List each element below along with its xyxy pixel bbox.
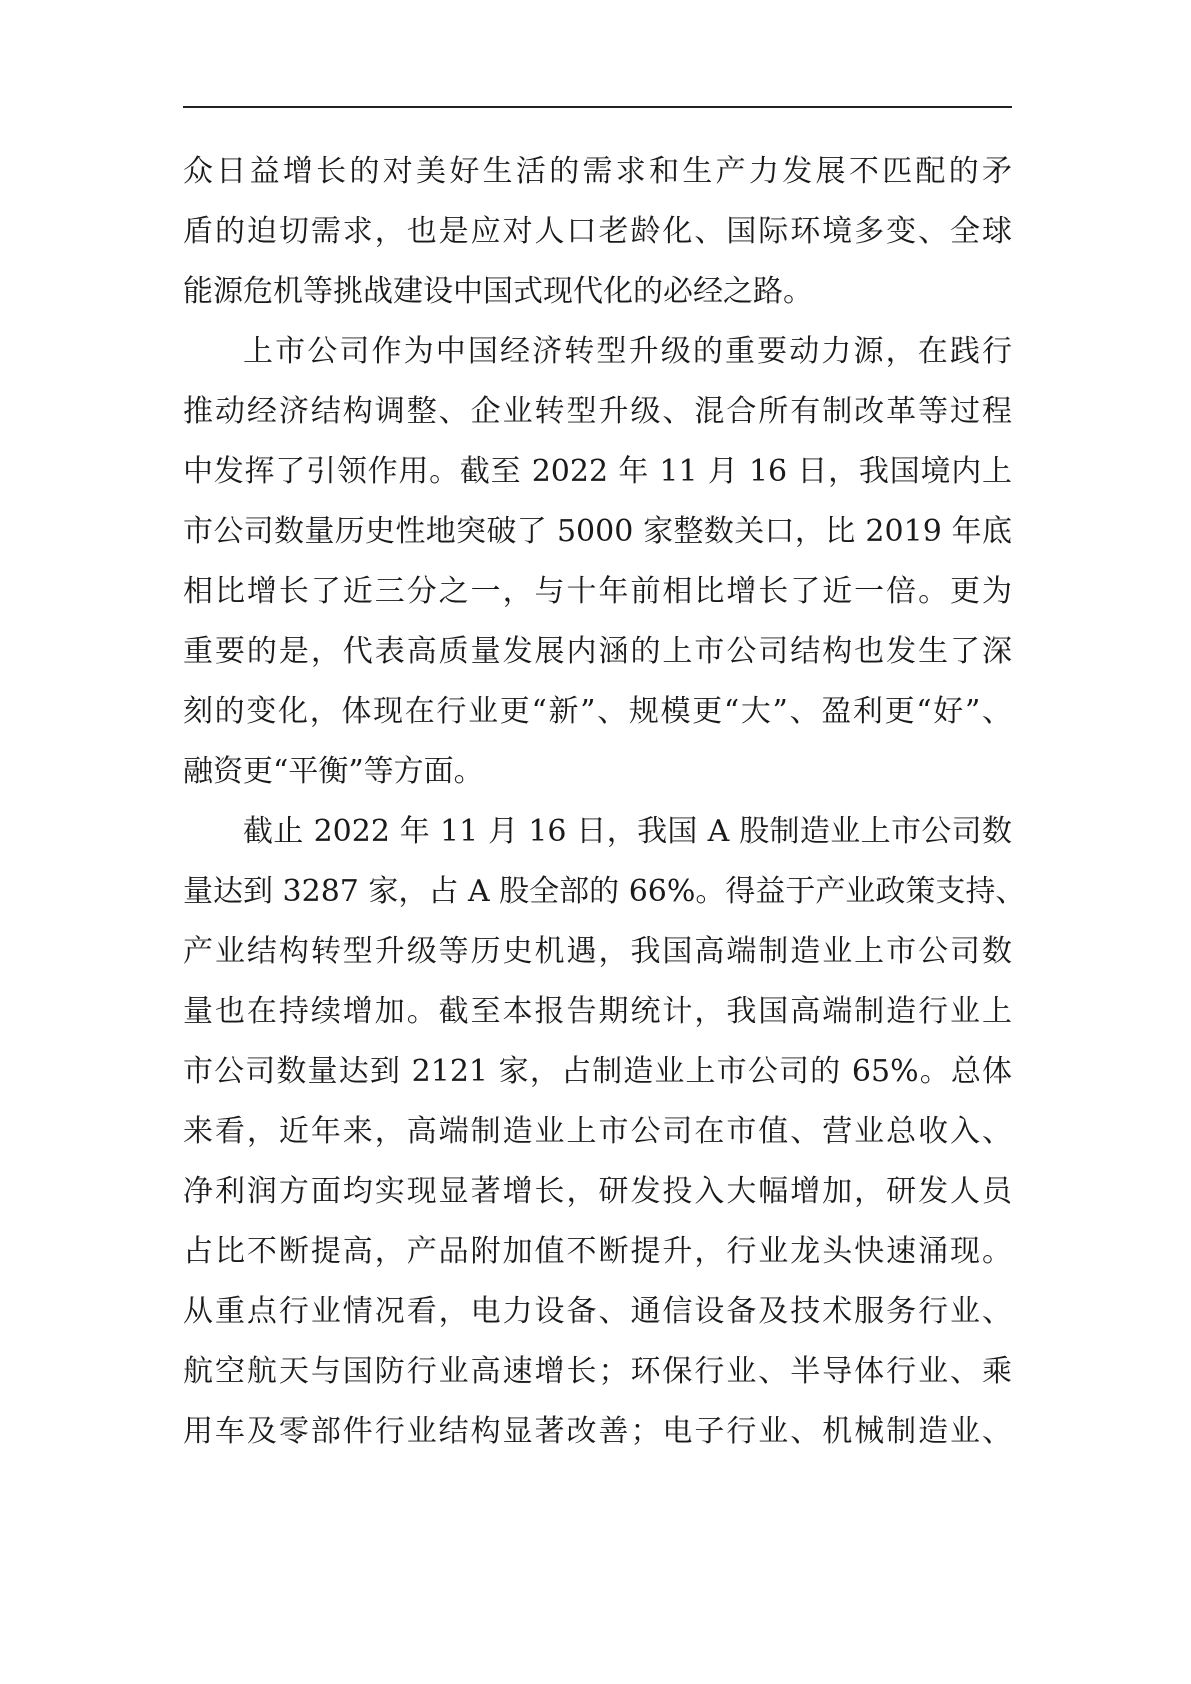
paragraph-2	[183, 322, 1012, 802]
text-line: 净利润方面均实现显著增长，研发投入大幅增加，研发人员	[183, 1174, 1012, 1209]
text-line: 推动经济结构调整、企业转型升级、混合所有制改革等过程	[183, 394, 1012, 429]
text-line: 量也在持续增加。截至本报告期统计，我国高端制造行业上	[183, 994, 1012, 1029]
text-line: 量达到 3287 家，占 A 股全部的 66%。得益于产业政策支持、	[183, 874, 1026, 909]
text-line: 能源危机等挑战建设中国式现代化的必经之路。	[183, 274, 813, 309]
text-line: 融资更“平衡”等方面。	[183, 754, 484, 789]
text-line: 众日益增长的对美好生活的需求和生产力发展不匹配的矛	[183, 154, 1012, 189]
text-line: 用车及零部件行业结构显著改善；电子行业、机械制造业、	[183, 1414, 1012, 1449]
text-line: 重要的是，代表高质量发展内涵的上市公司结构也发生了深	[183, 634, 1012, 669]
text-line: 占比不断提高，产品附加值不断提升，行业龙头快速涌现。	[183, 1234, 1012, 1269]
text-line: 相比增长了近三分之一，与十年前相比增长了近一倍。更为	[183, 574, 1012, 609]
text-line: 市公司数量历史性地突破了 5000 家整数关口，比 2019 年底	[183, 514, 1012, 549]
text-line: 刻的变化，体现在行业更“新”、规模更“大”、盈利更“好”、	[183, 694, 1012, 729]
text-line: 中发挥了引领作用。截至 2022 年 11 月 16 日，我国境内上	[183, 454, 1012, 489]
paragraph-3	[183, 802, 1026, 1462]
text-line: 盾的迫切需求，也是应对人口老龄化、国际环境多变、全球	[183, 214, 1012, 249]
body-text	[183, 142, 1026, 1462]
text-line: 市公司数量达到 2121 家，占制造业上市公司的 65%。总体	[183, 1054, 1012, 1089]
text-line: 上市公司作为中国经济转型升级的重要动力源，在践行	[243, 334, 1012, 369]
text-line: 截止 2022 年 11 月 16 日，我国 A 股制造业上市公司数	[243, 814, 1012, 849]
text-line: 产业结构转型升级等历史机遇，我国高端制造业上市公司数	[183, 934, 1012, 969]
header-rule	[183, 106, 1012, 108]
text-line: 航空航天与国防行业高速增长；环保行业、半导体行业、乘	[183, 1354, 1012, 1389]
paragraph-1	[183, 142, 1012, 322]
text-line: 从重点行业情况看，电力设备、通信设备及技术服务行业、	[183, 1294, 1012, 1329]
text-line: 来看，近年来，高端制造业上市公司在市值、营业总收入、	[183, 1114, 1012, 1149]
